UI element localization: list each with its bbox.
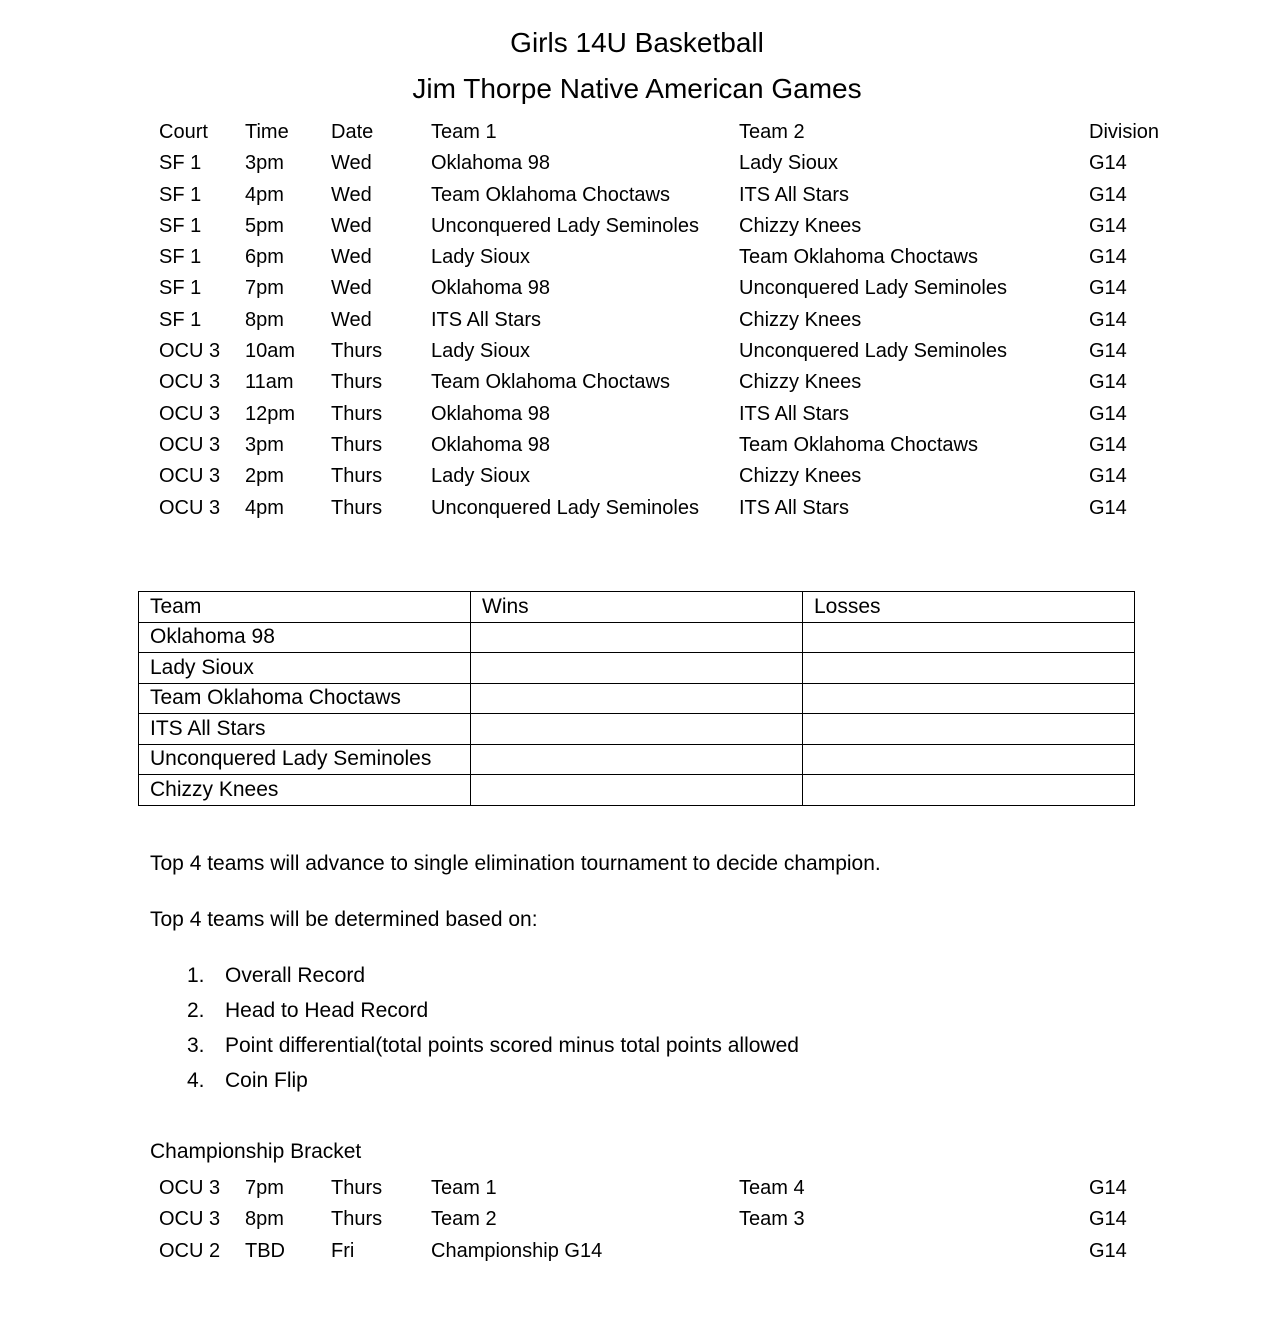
cell-division: G14 <box>1089 496 1127 519</box>
cell-court: SF 1 <box>159 246 202 269</box>
cell-court: SF 1 <box>159 308 202 331</box>
cell-team2: Team Oklahoma Choctaws <box>739 433 978 456</box>
cell-team1: Oklahoma 98 <box>431 402 550 425</box>
cell-date: Thurs <box>331 371 383 394</box>
cell-division: G14 <box>1089 308 1127 331</box>
standings-cell-team: Unconquered Lady Seminoles <box>139 744 471 775</box>
cell-time: 4pm <box>245 183 284 206</box>
cell-time: 11am <box>245 371 294 394</box>
cell-team1: Unconquered Lady Seminoles <box>431 214 699 237</box>
cell-date: Thurs <box>331 433 383 456</box>
standings-header-team: Team <box>139 592 471 623</box>
cell-time: TBD <box>245 1239 285 1262</box>
column-header-team1: Team 1 <box>431 121 497 143</box>
criteria-text: Overall Record <box>225 964 366 987</box>
cell-team1: Unconquered Lady Seminoles <box>431 496 699 519</box>
cell-division: G14 <box>1089 214 1127 237</box>
cell-team1: Oklahoma 98 <box>431 152 550 175</box>
cell-team2: Unconquered Lady Seminoles <box>739 277 1007 300</box>
cell-court: OCU 3 <box>159 496 221 519</box>
standings-row <box>139 775 1135 806</box>
standings-cell-team: Chizzy Knees <box>139 775 471 806</box>
cell-court: SF 1 <box>159 183 202 206</box>
cell-date: Wed <box>331 246 372 269</box>
criteria-text: Point differential(total points scored minus total points allowed <box>225 1034 799 1057</box>
cell-date: Thurs <box>331 1177 383 1199</box>
cell-division: G14 <box>1089 402 1127 425</box>
standings-rows <box>139 622 1135 805</box>
cell-division: G14 <box>1089 465 1127 488</box>
standings-row <box>139 683 1135 714</box>
cell-time: 4pm <box>245 496 284 519</box>
standings-cell-losses <box>803 744 1135 775</box>
cell-team1: Lady Sioux <box>431 340 530 363</box>
criteria-number: 2. <box>187 999 205 1022</box>
cell-team2: ITS All Stars <box>739 496 850 519</box>
standings-cell-team: Team Oklahoma Choctaws <box>139 683 471 714</box>
criteria-number: 3. <box>187 1034 205 1057</box>
cell-team1: Lady Sioux <box>431 465 530 488</box>
standings-cell-team: ITS All Stars <box>139 714 471 745</box>
column-header-court: Court <box>159 121 208 143</box>
cell-team2: Lady Sioux <box>739 152 838 175</box>
standings-cell-losses <box>803 775 1135 806</box>
cell-time: 3pm <box>245 433 284 456</box>
cell-court: OCU 3 <box>159 340 221 363</box>
cell-division: G14 <box>1089 183 1127 206</box>
standings-cell-wins <box>471 714 803 745</box>
standings-cell-wins <box>471 775 803 806</box>
cell-team1: Lady Sioux <box>431 246 530 269</box>
standings-row <box>139 622 1135 653</box>
cell-date: Thurs <box>331 496 383 519</box>
standings-table <box>138 591 1135 806</box>
cell-time: 7pm <box>245 277 284 300</box>
standings-cell-losses <box>803 714 1135 745</box>
standings-header-wins: Wins <box>471 592 803 623</box>
column-header-team2: Team 2 <box>739 121 805 143</box>
cell-date: Thurs <box>331 1208 383 1231</box>
standings-cell-wins <box>471 744 803 775</box>
cell-time: 7pm <box>245 1177 284 1199</box>
column-header-division: Division <box>1089 121 1160 143</box>
cell-date: Wed <box>331 152 372 175</box>
cell-court: OCU 3 <box>159 465 221 488</box>
cell-date: Wed <box>331 183 372 206</box>
standings-cell-losses <box>803 622 1135 653</box>
standings-cell-losses <box>803 653 1135 684</box>
standings-header-losses: Losses <box>803 592 1135 623</box>
cell-team2: ITS All Stars <box>739 183 850 206</box>
criteria-number: 4. <box>187 1069 205 1092</box>
cell-date: Thurs <box>331 340 383 363</box>
criteria-text: Coin Flip <box>225 1069 308 1092</box>
cell-team2: Chizzy Knees <box>739 214 862 237</box>
cell-court: OCU 3 <box>159 402 221 425</box>
cell-team2: Unconquered Lady Seminoles <box>739 340 1007 363</box>
determination-note: Top 4 teams will be determined based on: <box>150 908 538 931</box>
cell-team2: Team 4 <box>739 1177 805 1199</box>
cell-team1: Oklahoma 98 <box>431 433 550 456</box>
cell-time: 6pm <box>245 246 284 269</box>
standings-row <box>139 744 1135 775</box>
page-title: Girls 14U Basketball <box>510 27 764 58</box>
criteria-number: 1. <box>187 964 205 987</box>
cell-date: Thurs <box>331 465 383 488</box>
cell-team2: Chizzy Knees <box>739 465 862 488</box>
cell-division: G14 <box>1089 277 1127 300</box>
standings-cell-team: Oklahoma 98 <box>139 622 471 653</box>
cell-division: G14 <box>1089 152 1127 175</box>
cell-team2: Chizzy Knees <box>739 371 862 394</box>
standings-cell-wins <box>471 653 803 684</box>
cell-time: 2pm <box>245 465 284 488</box>
advance-note: Top 4 teams will advance to single elimination tournament to decide champion. <box>150 852 881 875</box>
cell-time: 3pm <box>245 152 284 175</box>
cell-team2: Team 3 <box>739 1208 805 1231</box>
standings-cell-losses <box>803 683 1135 714</box>
cell-division: G14 <box>1089 1239 1127 1262</box>
cell-court: OCU 3 <box>159 1208 221 1231</box>
column-header-date: Date <box>331 121 374 143</box>
bracket-title: Championship Bracket <box>150 1140 362 1163</box>
cell-division: G14 <box>1089 371 1127 394</box>
cell-court: OCU 2 <box>159 1239 221 1262</box>
column-header-time: Time <box>245 121 289 143</box>
standings-cell-team: Lady Sioux <box>139 653 471 684</box>
cell-court: OCU 3 <box>159 433 221 456</box>
cell-team1: Oklahoma 98 <box>431 277 550 300</box>
cell-team1: Team Oklahoma Choctaws <box>431 183 670 206</box>
cell-time: 8pm <box>245 308 284 331</box>
cell-date: Fri <box>331 1239 355 1262</box>
cell-team2: Team Oklahoma Choctaws <box>739 246 978 269</box>
cell-division: G14 <box>1089 1177 1127 1199</box>
page-subtitle: Jim Thorpe Native American Games <box>412 73 862 104</box>
cell-team2: ITS All Stars <box>739 402 850 425</box>
standings-row <box>139 714 1135 745</box>
cell-date: Thurs <box>331 402 383 425</box>
cell-division: G14 <box>1089 246 1127 269</box>
cell-court: SF 1 <box>159 277 202 300</box>
cell-court: SF 1 <box>159 152 202 175</box>
cell-date: Wed <box>331 214 372 237</box>
cell-time: 12pm <box>245 402 296 425</box>
cell-time: 8pm <box>245 1208 284 1231</box>
cell-team1: Team Oklahoma Choctaws <box>431 371 670 394</box>
cell-court: SF 1 <box>159 214 202 237</box>
cell-date: Wed <box>331 308 372 331</box>
cell-division: G14 <box>1089 1208 1127 1231</box>
cell-team1: ITS All Stars <box>431 308 542 331</box>
cell-team1: Team 1 <box>431 1177 497 1199</box>
cell-team2: Chizzy Knees <box>739 308 862 331</box>
cell-time: 5pm <box>245 214 284 237</box>
cell-division: G14 <box>1089 433 1127 456</box>
cell-division: G14 <box>1089 340 1127 363</box>
cell-court: OCU 3 <box>159 371 221 394</box>
cell-team1: Team 2 <box>431 1208 497 1231</box>
standings-header-row <box>139 592 1135 623</box>
cell-team1: Championship G14 <box>431 1239 603 1262</box>
criteria-text: Head to Head Record <box>225 999 429 1022</box>
cell-time: 10am <box>245 340 296 363</box>
cell-court: OCU 3 <box>159 1177 221 1199</box>
standings-row <box>139 653 1135 684</box>
standings-cell-wins <box>471 683 803 714</box>
standings-cell-wins <box>471 622 803 653</box>
cell-date: Wed <box>331 277 372 300</box>
